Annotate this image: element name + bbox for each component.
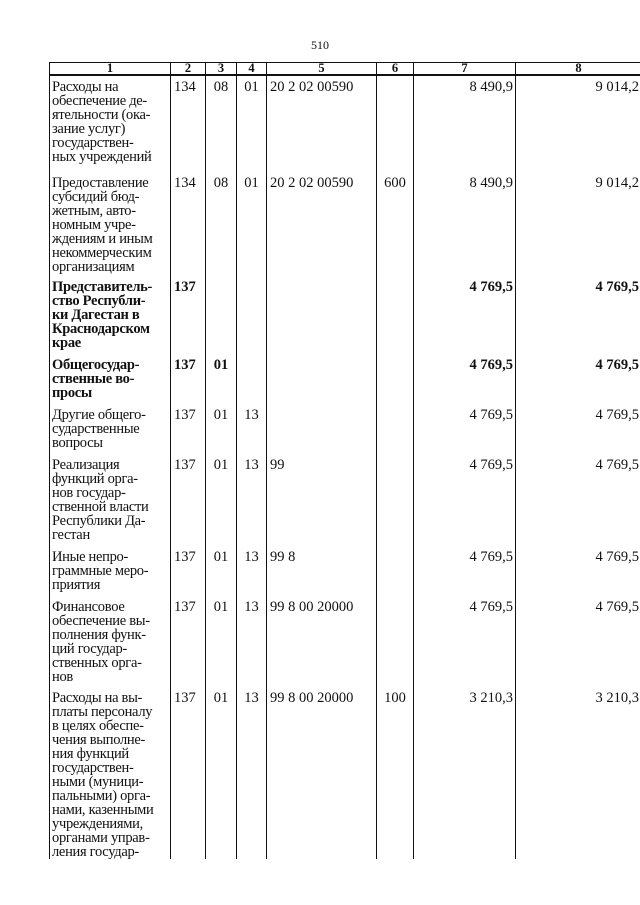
header-col-6: 6 (377, 63, 414, 76)
row-col-5: 99 8 00 20000 (267, 687, 377, 859)
table-row (50, 687, 640, 859)
row-name: Расходы на обеспечение де- ятельности (ока- зание услуг) государствен- ных учреждений (50, 75, 171, 172)
header-row (50, 63, 640, 76)
row-col-7: 4 769,5 (414, 546, 516, 596)
row-col-5 (267, 404, 377, 454)
budget-table (49, 62, 640, 859)
table-row (50, 276, 640, 354)
row-name: Другие общего- сударственные вопросы (50, 404, 171, 454)
row-col-4: 13 (237, 454, 267, 546)
row-col-2: 137 (171, 687, 206, 859)
row-col-5: 20 2 02 00590 (267, 75, 377, 172)
row-col-6 (377, 454, 414, 546)
row-col-4: 13 (237, 596, 267, 687)
row-col-7: 8 490,9 (414, 75, 516, 172)
row-name: Предоставление субсидий бюд- жетным, авто- номным учре- ждениям и иным некоммерческим организациям (50, 172, 171, 276)
row-col-5 (267, 276, 377, 354)
row-col-3: 01 (206, 687, 237, 859)
table-row (50, 75, 640, 172)
header-col-2: 2 (171, 63, 206, 76)
header-col-4: 4 (237, 63, 267, 76)
row-col-3: 01 (206, 546, 237, 596)
row-name: Иные непро- граммные меро- приятия (50, 546, 171, 596)
row-col-4: 01 (237, 75, 267, 172)
table-row (50, 454, 640, 546)
row-col-6 (377, 596, 414, 687)
row-col-4 (237, 276, 267, 354)
row-col-2: 137 (171, 404, 206, 454)
row-col-7: 4 769,5 (414, 404, 516, 454)
row-name: Финансовое обеспечение вы- полнения функ- ций государ- ственных орга- нов (50, 596, 171, 687)
row-col-8: 9 014,2 (516, 75, 640, 172)
row-col-7: 4 769,5 (414, 596, 516, 687)
row-col-8: 4 769,5 (516, 454, 640, 546)
table-row (50, 172, 640, 276)
table-row (50, 546, 640, 596)
row-col-6 (377, 546, 414, 596)
row-name: Представитель- ство Республи- ки Дагестан в Краснодарском крае (50, 276, 171, 354)
row-col-7: 4 769,5 (414, 354, 516, 404)
row-col-5: 99 8 (267, 546, 377, 596)
row-col-8: 3 210,3 (516, 687, 640, 859)
row-col-5: 99 8 00 20000 (267, 596, 377, 687)
header-col-3: 3 (206, 63, 237, 76)
header-col-1: 1 (50, 63, 171, 76)
row-col-2: 137 (171, 546, 206, 596)
header-col-7: 7 (414, 63, 516, 76)
row-col-4: 13 (237, 404, 267, 454)
row-col-2: 137 (171, 454, 206, 546)
row-col-2: 134 (171, 172, 206, 276)
row-col-8: 4 769,5 (516, 546, 640, 596)
row-col-5: 99 (267, 454, 377, 546)
row-name: Расходы на вы- платы персоналу в целях обеспе- чения выполне- ния функций государствен- ными (муници- пальными) орга- нами, казенными учреждениями, органами управ- ления государ- (50, 687, 171, 859)
row-col-8: 4 769,5 (516, 596, 640, 687)
row-col-8: 4 769,5 (516, 354, 640, 404)
row-col-6 (377, 354, 414, 404)
row-col-6: 600 (377, 172, 414, 276)
row-col-3: 01 (206, 596, 237, 687)
table-row (50, 354, 640, 404)
row-col-2: 137 (171, 354, 206, 404)
row-col-7: 4 769,5 (414, 276, 516, 354)
row-col-6 (377, 404, 414, 454)
row-col-4: 13 (237, 687, 267, 859)
row-col-4: 01 (237, 172, 267, 276)
row-col-8: 9 014,2 (516, 172, 640, 276)
page-number: 510 (311, 38, 329, 52)
row-col-2: 134 (171, 75, 206, 172)
row-col-6 (377, 75, 414, 172)
row-col-3: 08 (206, 172, 237, 276)
table-row (50, 596, 640, 687)
row-col-5 (267, 354, 377, 404)
row-col-3: 01 (206, 354, 237, 404)
row-col-4: 13 (237, 546, 267, 596)
row-col-6: 100 (377, 687, 414, 859)
row-col-8: 4 769,5 (516, 276, 640, 354)
row-col-2: 137 (171, 276, 206, 354)
row-col-7: 3 210,3 (414, 687, 516, 859)
row-col-3: 08 (206, 75, 237, 172)
row-col-5: 20 2 02 00590 (267, 172, 377, 276)
row-name: Реализация функций орга- нов государ- ственной власти Республики Да- гестан (50, 454, 171, 546)
row-col-3: 01 (206, 454, 237, 546)
row-col-8: 4 769,5 (516, 404, 640, 454)
header-col-5: 5 (267, 63, 377, 76)
row-col-6 (377, 276, 414, 354)
row-col-7: 8 490,9 (414, 172, 516, 276)
row-col-2: 137 (171, 596, 206, 687)
row-col-7: 4 769,5 (414, 454, 516, 546)
row-col-3: 01 (206, 404, 237, 454)
row-name: Общегосудар- ственные во- просы (50, 354, 171, 404)
header-col-8: 8 (516, 63, 640, 76)
row-col-4 (237, 354, 267, 404)
table-row (50, 404, 640, 454)
row-col-3 (206, 276, 237, 354)
